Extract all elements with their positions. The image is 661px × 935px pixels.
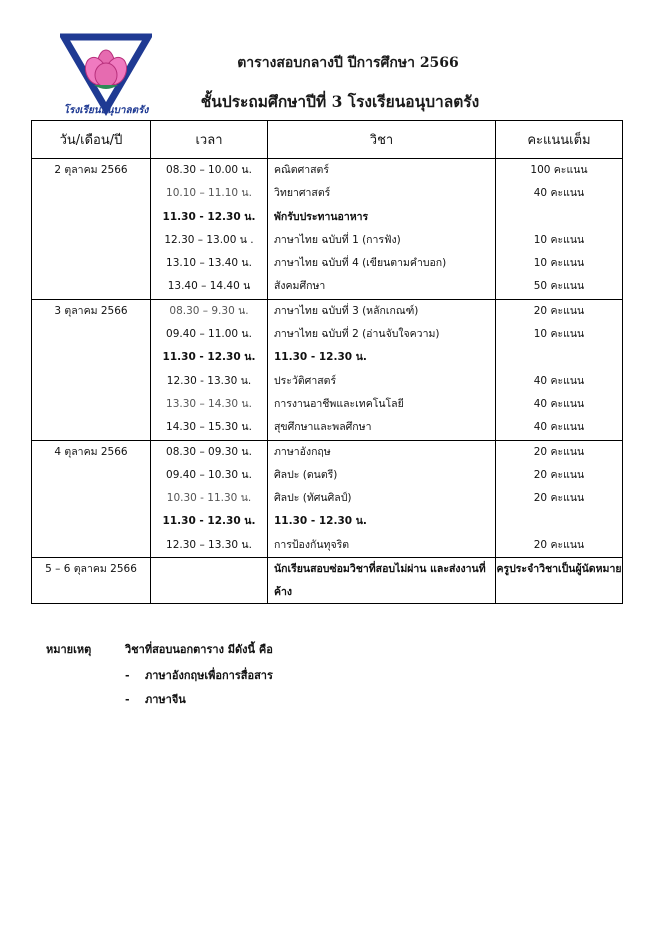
subject-text: 11.30 - 12.30 น. xyxy=(274,515,367,528)
subject-cell: นักเรียนสอบซ่อมวิชาที่สอบไม่ผ่าน และส่งงานที่ค้าง xyxy=(268,558,496,604)
subject-text: สังคมศึกษา xyxy=(274,280,326,293)
date-cell xyxy=(32,440,151,557)
subject-cell xyxy=(268,159,496,300)
score-text: 10 คะแนน xyxy=(533,328,585,341)
subject-text: ประวัติศาสตร์ xyxy=(274,374,337,387)
column-header-subject: วิชา xyxy=(268,121,496,159)
table-header-row xyxy=(32,121,623,159)
time-cell xyxy=(151,299,268,440)
notes-label: หมายเหตุ xyxy=(46,643,92,656)
time-text: 11.30 - 12.30 น. xyxy=(162,515,256,528)
table-row-group xyxy=(32,159,623,300)
time-text: 12.30 – 13.00 น . xyxy=(164,233,254,246)
score-text: 100 คะแนน xyxy=(530,164,588,176)
exam-schedule-table xyxy=(31,120,623,604)
time-text: 14.30 – 15.30 น. xyxy=(166,421,252,434)
score-cell xyxy=(496,299,623,440)
lotus-triangle-emblem xyxy=(60,33,152,117)
time-text: 12.30 – 13.30 น. xyxy=(166,538,252,551)
table-row-makeup xyxy=(32,558,623,604)
time-text: 13.30 – 14.30 น. xyxy=(166,397,252,410)
time-text: 13.10 – 13.40 น. xyxy=(166,257,252,270)
date-text: 2 ตุลาคม 2566 xyxy=(54,164,128,176)
page-title: ตารางสอบกลางปี ปีการศึกษา 2566 xyxy=(237,55,459,71)
score-text xyxy=(496,346,622,369)
notes-item xyxy=(125,690,186,708)
subject-text: การป้องกันทุจริต xyxy=(274,538,350,551)
date-cell xyxy=(32,159,151,300)
notes-item xyxy=(125,666,273,684)
column-header-time: เวลา xyxy=(151,121,268,159)
time-text: 13.40 – 14.40 น xyxy=(167,280,251,293)
score-text: 10 คะแนน xyxy=(533,233,585,246)
bullet-marker: - xyxy=(125,669,130,682)
time-text: 11.30 - 12.30 น. xyxy=(162,210,256,223)
date-cell xyxy=(32,299,151,440)
subject-cell xyxy=(268,440,496,557)
subject-text: ภาษาอังกฤษ xyxy=(274,445,331,458)
subject-text: สุขศึกษาและพลศึกษา xyxy=(274,421,372,434)
notes-item-text: ภาษาอังกฤษเพื่อการสื่อสาร xyxy=(145,669,273,682)
notes-item-text: ภาษาจีน xyxy=(145,693,186,706)
time-text: 09.40 – 11.00 น. xyxy=(166,328,252,341)
time-text: 08.30 – 09.30 น. xyxy=(166,445,252,458)
logo-text: โรงเรียนอนุบาลตรัง xyxy=(63,105,149,116)
subject-text: วิทยาศาสตร์ xyxy=(274,187,331,200)
date-text: 4 ตุลาคม 2566 xyxy=(54,445,128,458)
date-text: 3 ตุลาคม 2566 xyxy=(54,304,128,317)
time-text: 08.30 – 10.00 น. xyxy=(166,164,252,176)
score-text: 20 คะแนน xyxy=(533,468,585,481)
bullet-marker: - xyxy=(125,693,130,706)
subject-text: คณิตศาสตร์ xyxy=(274,164,330,176)
date-cell: 5 – 6 ตุลาคม 2566 xyxy=(32,558,151,604)
subject-text: ภาษาไทย ฉบับที่ 1 (การฟัง) xyxy=(274,233,401,246)
score-text: 50 คะแนน xyxy=(533,280,585,293)
score-text: 40 คะแนน xyxy=(533,187,585,200)
score-text: 20 คะแนน xyxy=(533,538,585,551)
score-cell xyxy=(496,159,623,300)
score-cell xyxy=(496,440,623,557)
score-text: 10 คะแนน xyxy=(533,257,585,270)
time-text: 10.30 - 11.30 น. xyxy=(166,492,252,505)
score-text: 20 คะแนน xyxy=(533,304,585,317)
time-text: 11.30 - 12.30 น. xyxy=(162,351,256,364)
time-text: 09.40 – 10.30 น. xyxy=(166,468,252,481)
score-text xyxy=(496,510,622,533)
subject-text: ภาษาไทย ฉบับที่ 4 (เขียนตามคำบอก) xyxy=(274,257,447,270)
column-header-score: คะแนนเต็ม xyxy=(496,121,623,159)
subject-text: พักรับประทานอาหาร xyxy=(274,210,369,223)
score-cell: ครูประจำวิชาเป็นผู้นัดหมาย xyxy=(496,558,623,604)
table-row-group xyxy=(32,299,623,440)
score-text: 40 คะแนน xyxy=(533,374,585,387)
subject-text: การงานอาชีพและเทคโนโลยี xyxy=(274,397,404,410)
notes-intro: วิชาที่สอบนอกตาราง มีดังนี้ คือ xyxy=(125,643,273,656)
score-text: 20 คะแนน xyxy=(533,492,585,505)
subject-text: ภาษาไทย ฉบับที่ 3 (หลักเกณฑ์) xyxy=(274,304,419,317)
time-text: 08.30 – 9.30 น. xyxy=(169,304,249,317)
time-cell xyxy=(151,159,268,300)
subject-cell xyxy=(268,299,496,440)
subject-text: ศิลปะ (ดนตรี) xyxy=(274,468,338,481)
subject-text: ภาษาไทย ฉบับที่ 2 (อ่านจับใจความ) xyxy=(274,328,440,341)
subject-text: 11.30 - 12.30 น. xyxy=(274,351,367,364)
time-cell xyxy=(151,558,268,604)
page-subtitle: ชั้นประถมศึกษาปีที่ 3 โรงเรียนอนุบาลตรัง xyxy=(200,92,480,111)
time-text: 10.10 – 11.10 น. xyxy=(166,187,252,200)
score-text xyxy=(496,206,622,229)
score-text: 40 คะแนน xyxy=(533,421,585,434)
table-row-group xyxy=(32,440,623,557)
subject-text: ศิลปะ (ทัศนศิลป์) xyxy=(274,492,352,505)
column-header-date: วัน/เดือน/ปี xyxy=(32,121,151,159)
score-text: 40 คะแนน xyxy=(533,397,585,410)
school-logo xyxy=(60,33,152,117)
time-cell xyxy=(151,440,268,557)
score-text: 20 คะแนน xyxy=(533,445,585,458)
time-text: 12.30 - 13.30 น. xyxy=(166,374,252,387)
